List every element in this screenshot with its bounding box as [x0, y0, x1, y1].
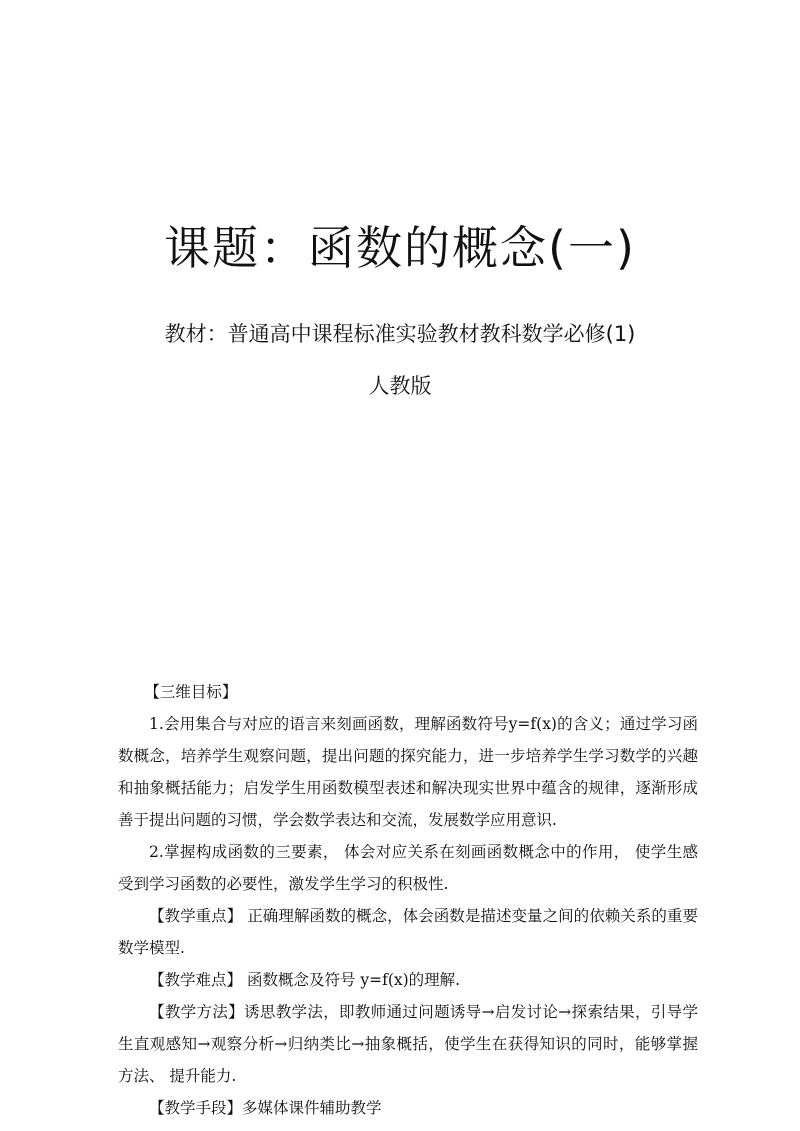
method-paragraph — [118, 996, 698, 1092]
method-label: 【教学方法】 — [149, 1003, 245, 1021]
section-heading-three-goals: 【三维目标】 — [144, 683, 238, 701]
edition-line: 人教版 — [368, 374, 432, 398]
lesson-body — [118, 676, 698, 1124]
key-point-label: 【教学重点】 — [149, 907, 243, 925]
means-paragraph — [118, 1092, 698, 1124]
textbook-line: 教材：普通高中课程标准实验教材教科数学必修(1) — [164, 322, 636, 346]
means-text: 多媒体课件辅助教学 — [242, 1099, 382, 1117]
difficulty-text: 函数概念及符号 y=f(x)的理解. — [242, 971, 461, 989]
page-title: 课题：函数的概念(一) — [164, 221, 636, 275]
difficulty-paragraph — [118, 964, 698, 996]
goal-1: 1.会用集合与对应的语言来刻画函数，理解函数符号y=f(x)的含义；通过学习函数概念，培养学生观察问题，提出问题的探究能力，进一步培养学生学习数学的兴趣和抽象概括能力；启发学生用函数模型表述和解决现实世界中蕴含的规律，逐渐形成善于提出问题的习惯，学会数学表达和交流，发展数学应用意识. — [118, 715, 698, 829]
difficulty-label: 【教学难点】 — [149, 971, 243, 989]
goal-2: 2.掌握构成函数的三要素， 体会对应关系在刻画函数概念中的作用， 使学生感受到学习函数的必要性，激发学生学习的积极性. — [118, 843, 698, 893]
key-point-text: 正确理解函数的概念，体会函数是描述变量之间的依赖关系的重要数学模型. — [118, 907, 698, 957]
key-point-paragraph — [118, 900, 698, 964]
means-label: 【教学手段】 — [149, 1099, 243, 1117]
method-text: 诱思教学法，即教师通过问题诱导→启发讨论→探索结果，引导学生直观感知→观察分析→归纳类比→抽象概括，使学生在获得知识的同时，能够掌握方法、 提升能力. — [118, 1003, 698, 1085]
